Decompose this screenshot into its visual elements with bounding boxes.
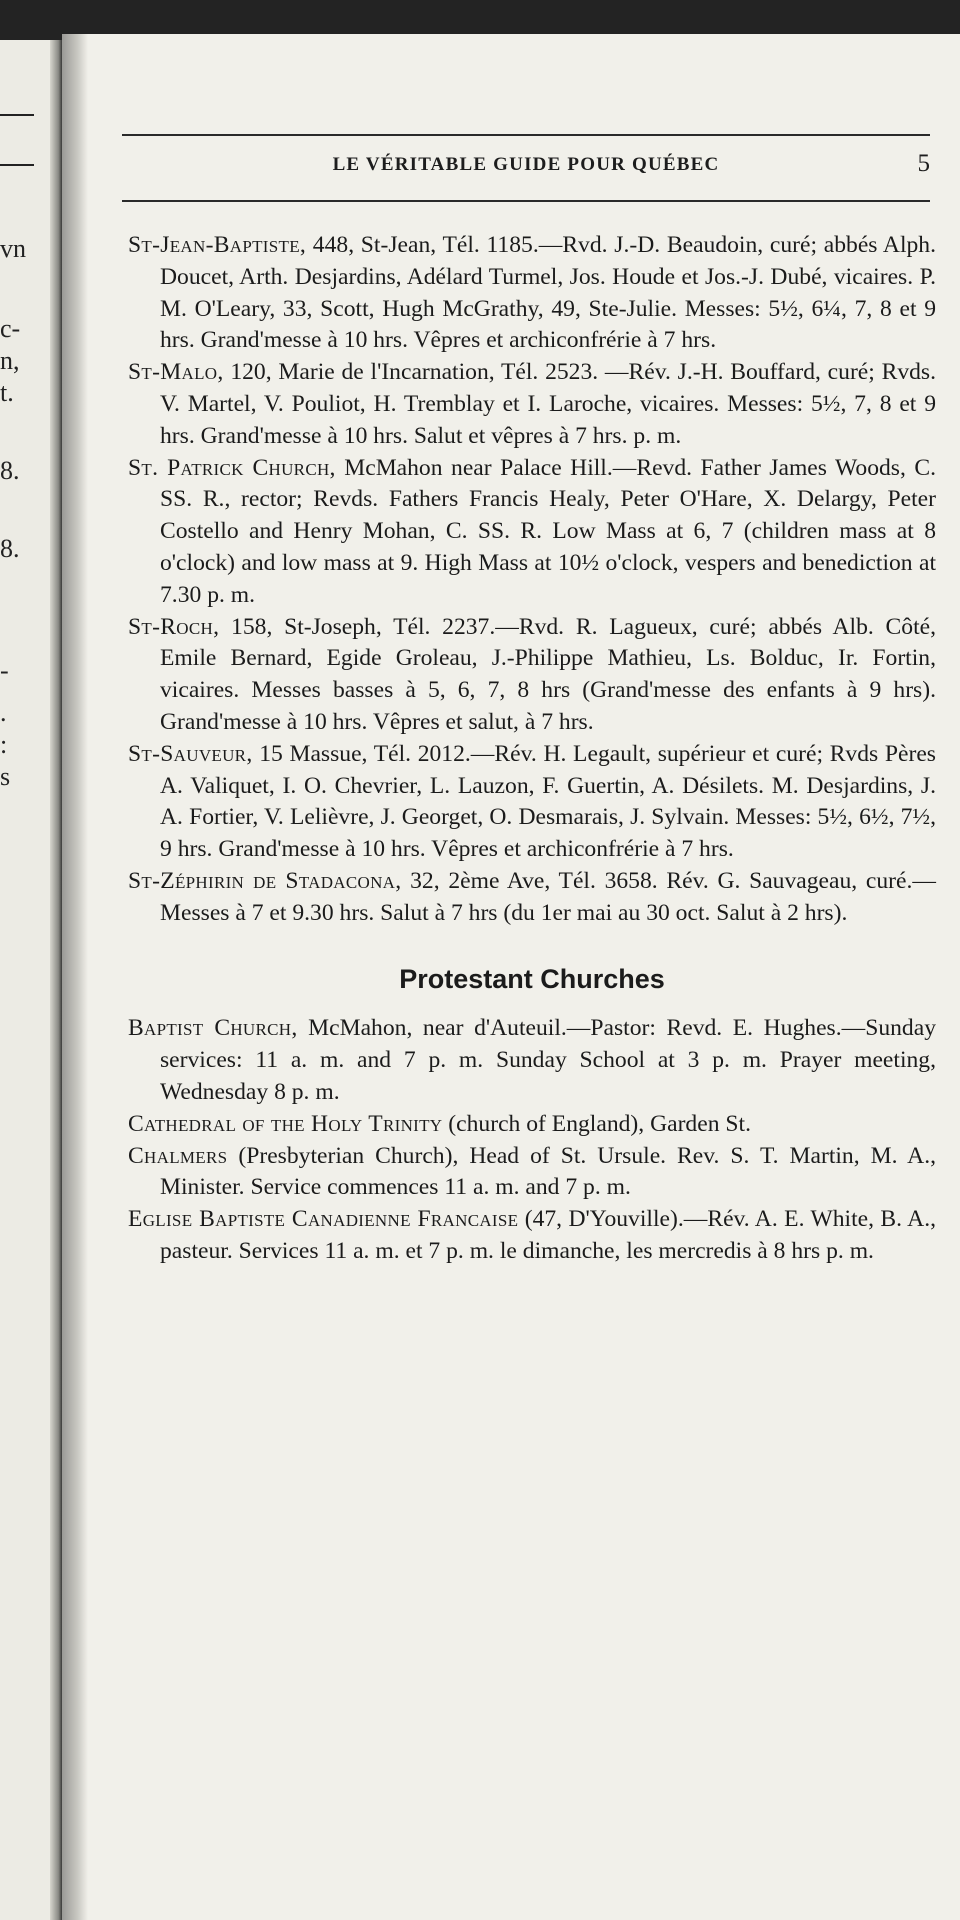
previous-page-fragment: s bbox=[0, 762, 11, 791]
previous-page-fragment: n, bbox=[0, 346, 20, 375]
church-details: 158, St-Joseph, Tél. 2237.—Rvd. R. Lagueux, curé; abbés Alb. Côté, Emile Bernard, Egide Groleau, J.-Philippe Mathieu, Ls. Bolduc, Ir. Fortin, vicaires. Messes basses à 5, 6, 7, 8 hrs (Grand'messe des enfants à 9 hrs). Grand'messe à 10 hrs. Vêpres et salut, à 7 hrs. bbox=[160, 613, 936, 735]
section-heading: Protestant Churches bbox=[399, 963, 665, 994]
church-entry bbox=[128, 866, 936, 930]
page-number: 5 bbox=[917, 150, 930, 177]
church-entry bbox=[128, 612, 936, 739]
church-details: (47, D'Youville).—Rév. A. E. White, B. A., pasteur. Services 11 a. m. et 7 p. m. le dimanche, les mercredis à 8 hrs p. m. bbox=[160, 1206, 936, 1264]
church-name: Baptist Church, bbox=[128, 1015, 298, 1042]
previous-page-rule bbox=[0, 164, 34, 166]
book-gutter bbox=[50, 40, 62, 1920]
previous-page-fragment: 8. bbox=[0, 456, 20, 485]
church-entry bbox=[128, 357, 936, 452]
church-details: (church of England), Garden St. bbox=[442, 1110, 751, 1137]
church-name: St-Jean-Baptiste, bbox=[128, 232, 307, 258]
church-details: McMahon, near d'Auteuil.—Pastor: Revd. E. Hughes.—Sunday services: 11 a. m. and 7 p. m. Sunday School at 3 p. m. Prayer meeting, Wednesday 8 p. m. bbox=[160, 1015, 936, 1105]
church-details: 448, St-Jean, Tél. 1185.—Rvd. J.-D. Beaudoin, curé; abbés Alph. Doucet, Arth. Desjardins, Adélard Turmel, Jos. Houde et Jos.-J. Dubé, vicaires. P. M. O'Leary, 33, Scott, Hugh McGrathy, 49, Ste-Julie. Messes: 5½, 6¼, 7, 8 et 9 hrs. Grand'messe à 10 hrs. Vêpres et archiconfrérie à 7 hrs. bbox=[160, 232, 936, 354]
previous-page-fragment: vn bbox=[0, 234, 26, 263]
previous-page-fragment: 8. bbox=[0, 534, 20, 563]
church-name: Eglise Baptiste Canadienne Francaise bbox=[128, 1206, 519, 1233]
church-entry bbox=[128, 1109, 936, 1141]
church-entry bbox=[128, 1141, 936, 1205]
header-top-rule bbox=[122, 134, 930, 136]
church-name: St-Malo, bbox=[128, 359, 224, 386]
previous-page-edge bbox=[0, 40, 62, 1920]
page-spine-shadow bbox=[62, 34, 88, 1920]
church-name: St-Sauveur, bbox=[128, 740, 253, 767]
church-entry bbox=[128, 230, 936, 357]
running-head-title: LE VÉRITABLE GUIDE POUR QUÉBEC bbox=[332, 154, 720, 175]
previous-page-rule bbox=[0, 114, 34, 116]
church-name: St-Roch, bbox=[128, 613, 220, 640]
church-details: 32, 2ème Ave, Tél. 3658. Rév. G. Sauvageau, curé.—Messes à 7 et 9.30 hrs. Salut à 7 hrs (du 1er mai au 30 oct. Salut à 2 hrs). bbox=[160, 867, 936, 926]
church-name: St-Zéphirin de Stadacona, bbox=[128, 867, 402, 894]
previous-page-fragment: : bbox=[0, 730, 8, 759]
church-details: (Presbyterian Church), Head of St. Ursule. Rev. S. T. Martin, M. A., Minister. Service commences 11 a. m. and 7 p. m. bbox=[160, 1142, 936, 1201]
previous-page-fragment: c- bbox=[0, 314, 21, 343]
book-page bbox=[62, 34, 960, 1920]
running-head bbox=[122, 150, 930, 186]
previous-page-fragment: t. bbox=[0, 378, 14, 407]
church-name: Chalmers bbox=[128, 1142, 228, 1169]
church-name: St. Patrick Church, bbox=[128, 454, 336, 481]
church-details: 15 Massue, Tél. 2012.—Rév. H. Legault, supérieur et curé; Rvds Pères A. Valiquet, I. O. Chevrier, L. Lauzon, F. Guertin, A. Désilets. M. Desjardins, J. A. Fortier, V. Lelièvre, J. Georget, O. Desmarais, J. Sylvain. Messes: 5½, 6½, 7½, 9 hrs. Grand'messe à 10 hrs. Vêpres et archiconfrérie à 7 hrs. bbox=[160, 740, 936, 863]
church-details: 120, Marie de l'Incarnation, Tél. 2523. —Rév. J.-H. Bouffard, curé; Rvds. V. Martel, V. Pouliot, H. Tremblay et I. Laroche, vicaires. Messes: 5½, 7, 8 et 9 hrs. Grand'messe à 10 hrs. Salut et vêpres à 7 hrs. p. m. bbox=[160, 359, 936, 449]
previous-page-fragment: - bbox=[0, 656, 9, 685]
church-entry bbox=[128, 453, 936, 612]
church-entry bbox=[128, 739, 936, 866]
church-entry bbox=[128, 1013, 936, 1108]
church-entry bbox=[128, 1204, 936, 1268]
church-name: Cathedral of the Holy Trinity bbox=[128, 1110, 443, 1137]
header-bottom-rule bbox=[122, 200, 930, 202]
previous-page-fragment: . bbox=[0, 698, 7, 727]
page-body bbox=[128, 230, 936, 1268]
church-details: McMahon near Palace Hill.—Revd. Father James Woods, C. SS. R., rector; Revds. Fathers Francis Healy, Peter O'Hare, X. Delargy, Peter Costello and Henry Mohan, C. SS. R. Low Mass at 6, 7 (children mass at 8 o'clock) and low mass at 9. High Mass at 10½ o'clock, vespers and benediction at 7.30 p. m. bbox=[160, 454, 936, 608]
